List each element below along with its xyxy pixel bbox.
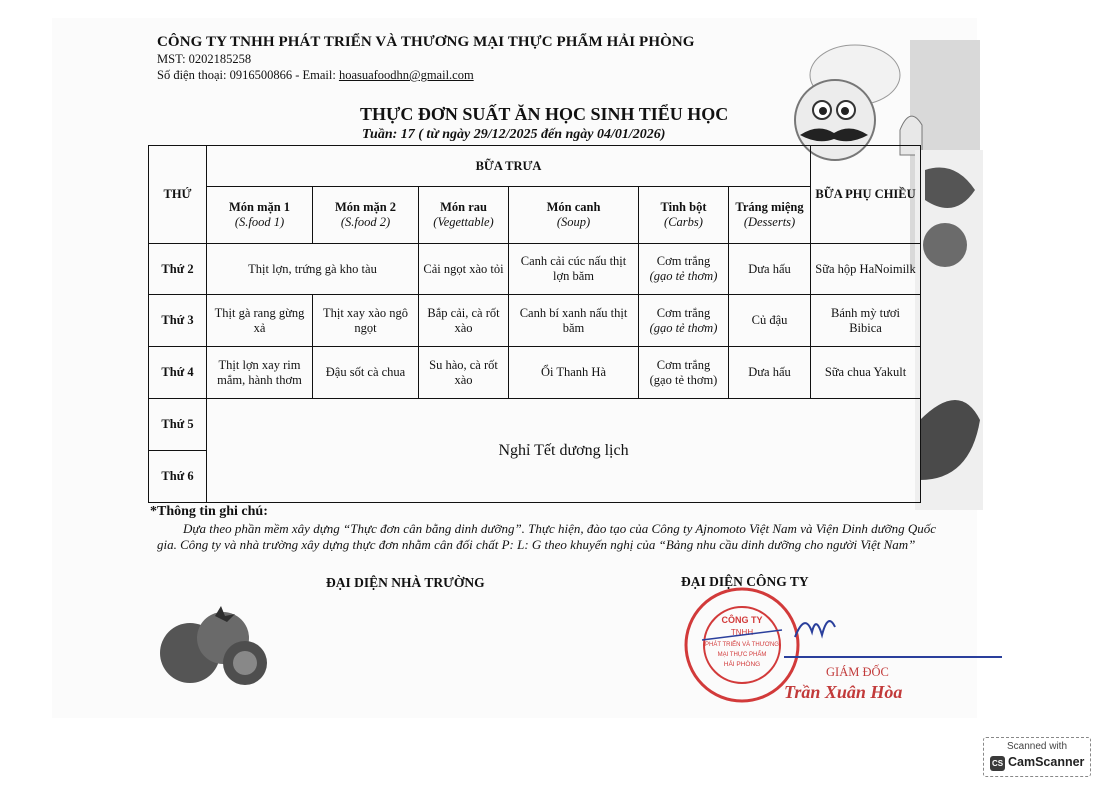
table-row [149,347,921,399]
company-contact [157,67,695,83]
company-representative: ĐẠI DIỆN CÔNG TY [681,574,809,589]
director-name: Trần Xuân Hòa [784,682,903,702]
svg-text:CÔNG TY: CÔNG TY [721,615,763,625]
tax-code: MST: 0202185258 [157,52,252,66]
school-representative: ĐẠI DIỆN NHÀ TRƯỜNG [326,575,485,590]
column-header: Tráng miệng (Desserts) [729,187,811,244]
soup-dish: Canh cải cúc nấu thịt lợn băm [509,244,639,295]
menu-title: THỰC ĐƠN SUẤT ĂN HỌC SINH TIỂU HỌC [360,104,729,124]
table-row [149,295,921,347]
carb-dish: Cơm trắng (gạo tẻ thơm) [639,295,729,347]
snack: Sữa chua Yakult [811,347,921,399]
email-link[interactable]: hoasuafoodhn@gmail.com [338,68,474,82]
svg-text:PHÁT TRIỂN VÀ THƯƠNG: PHÁT TRIỂN VÀ THƯƠNG [705,642,779,648]
notes-heading: *Thông tin ghi chú: [150,504,268,519]
director-title: GIÁM ĐỐC [826,665,889,679]
snack: Sữa hộp HaNoimilk [811,244,921,295]
header-day: THỨ [149,146,207,244]
column-header: Món rau (Vegettable) [419,187,509,244]
main-dish-combined: Thịt lợn, trứng gà kho tàu [207,244,419,295]
veg-dish: Bắp cải, cà rốt xào [419,295,509,347]
row-day: Thứ 2 [149,244,207,295]
dessert: Dưa hấu [729,347,811,399]
scanned-with-label: Scanned with [1006,741,1068,752]
soup-dish: Canh bí xanh nấu thịt băm [509,295,639,347]
company-name: CÔNG TY TNHH PHÁT TRIỂN VÀ THƯƠNG MẠI THỰC PHẨM HẢI PHÒNG [157,34,695,50]
main-dish-2: Thịt xay xào ngô ngọt [313,295,419,347]
row-day: Thứ 6 [149,451,207,503]
phone-text: Số điện thoại: 0916500866 - Email: [157,68,339,82]
holiday-note: Nghỉ Tết dương lịch [207,399,921,503]
camscanner-badge [983,737,1091,777]
header-snack: BỮA PHỤ CHIỀU [811,146,921,244]
table-row [149,244,921,295]
tomatoes-illustration [155,598,273,688]
dessert: Củ đậu [729,295,811,347]
main-dish-1: Thịt gà rang gừng xả [207,295,313,347]
carb-dish: Cơm trắng (gạo tẻ thơm) [639,347,729,399]
notes-text: Dựa theo phần mềm xây dựng “Thực đơn cân bằng dinh dưỡng”. Thực hiện, đào tạo của Công ty Ajnomoto Việt Nam và Viện Dinh dưỡng Quốc gia. Công ty và nhà trường xây dựng thực đơn nhằm cân đối chất P: L: G theo khuyến nghị của “Bảng nhu cầu dinh dưỡng cho người Việt Nam” [157,521,937,552]
camscanner-brand: CamScanner [1008,755,1085,769]
row-day: Thứ 4 [149,347,207,399]
soup-dish: Ổi Thanh Hà [509,347,639,399]
signature-line [784,656,1002,658]
snack: Bánh mỳ tươi Bibica [811,295,921,347]
svg-text:HẢI PHÒNG: HẢI PHÒNG [723,661,761,668]
dessert: Dưa hấu [729,244,811,295]
column-header: Tinh bột (Carbs) [639,187,729,244]
veg-dish: Cải ngọt xào tỏi [419,244,509,295]
column-header: Món mặn 1 (S.food 1) [207,187,313,244]
table-row [149,399,921,451]
svg-text:MẠI THỰC PHẨM: MẠI THỰC PHẨM [717,652,767,658]
main-dish-2: Đậu sốt cà chua [313,347,419,399]
row-day: Thứ 5 [149,399,207,451]
menu-table [148,145,921,503]
week-range: Tuần: 17 ( từ ngày 29/12/2025 đến ngày 04/01/2026) [362,127,666,142]
veg-dish: Su hào, cà rốt xào [419,347,509,399]
header-lunch: BỮA TRƯA [207,146,811,187]
column-header: Món mặn 2 (S.food 2) [313,187,419,244]
main-dish-1: Thịt lợn xay rim mắm, hành thơm [207,347,313,399]
row-day: Thứ 3 [149,295,207,347]
camscanner-logo-icon: CS [990,756,1005,771]
vegetable-decoration [915,150,983,510]
column-header: Món canh (Soup) [509,187,639,244]
svg-text:TNHH: TNHH [730,628,754,637]
carb-dish: Cơm trắng (gạo tẻ thơm) [639,244,729,295]
director-signature [790,607,840,647]
